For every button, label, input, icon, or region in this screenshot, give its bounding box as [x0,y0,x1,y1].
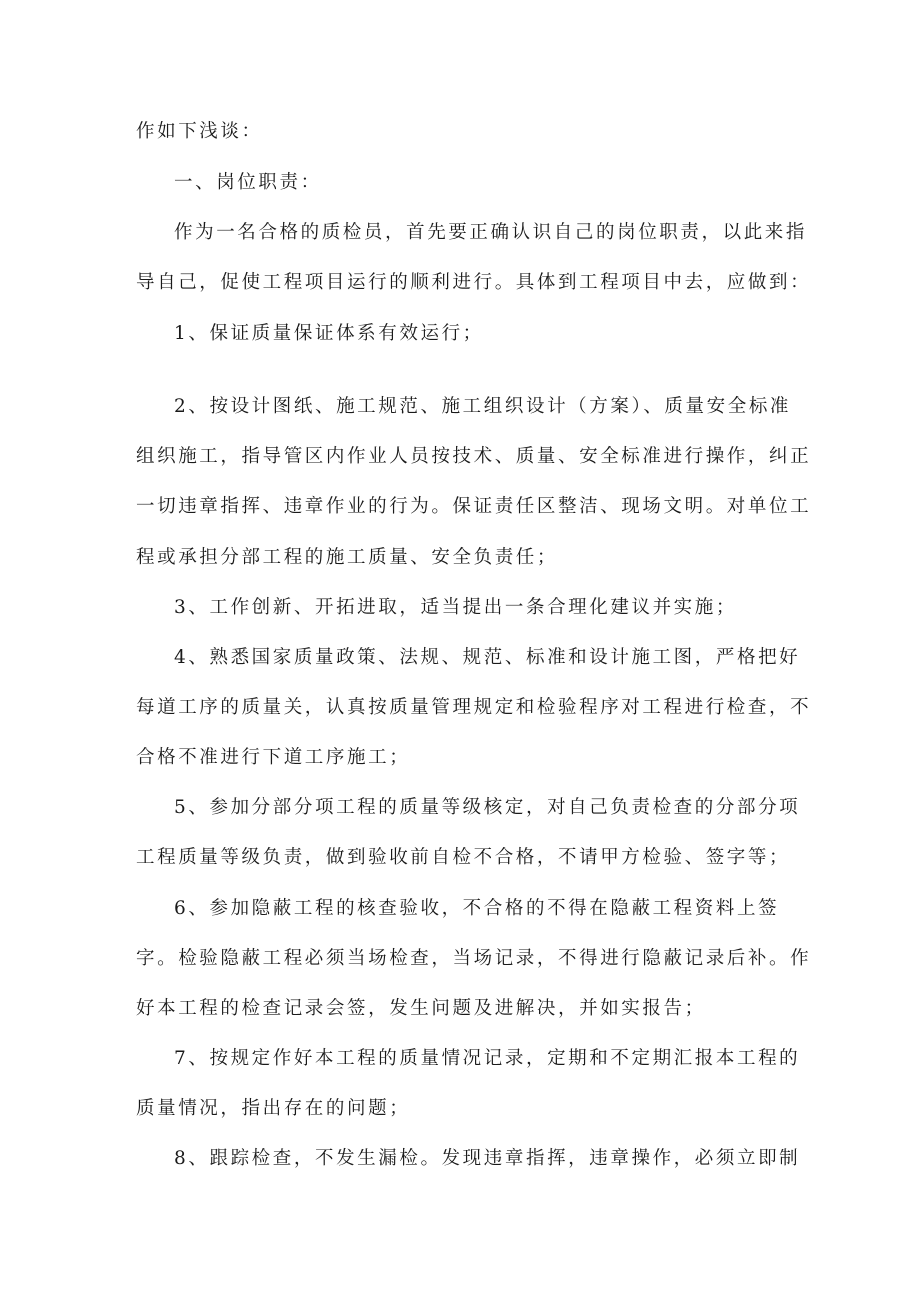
item-2-line-2: 组织施工，指导管区内作业人员按技术、质量、安全标准进行操作，纠正 [136,446,812,467]
item-1-line-1: 1、保证质量保证体系有效运行； [174,323,484,344]
item-3-line-1: 3、工作创新、开拓进取，适当提出一条合理化建议并实施； [174,597,737,618]
item-7-line-2: 质量情况，指出存在的问题； [136,1098,411,1119]
paragraph-intro-line-2: 导自己，促使工程项目运行的顺利进行。具体到工程项目中去，应做到： [136,272,812,293]
item-6-line-1: 6、参加隐蔽工程的核查验收，不合格的不得在隐蔽工程资料上签 [174,898,780,919]
item-5-line-2: 工程质量等级负责，做到验收前自检不合格，不请甲方检验、签字等； [136,847,791,868]
item-7-line-1: 7、按规定作好本工程的质量情况记录，定期和不定期汇报本工程的 [174,1048,801,1069]
section-heading-duties: 一、岗位职责： [174,172,322,193]
item-4-line-3: 合格不准进行下道工序施工； [136,747,411,768]
item-8-line-1: 8、跟踪检查，不发生漏检。发现违章指挥，违章操作，必须立即制 [174,1148,801,1169]
paragraph-intro-line-1: 作为一名合格的质检员，首先要正确认识自己的岗位职责，以此来指 [174,222,808,243]
item-6-line-3: 好本工程的检查记录会签，发生问题及进解决，并如实报告； [136,998,706,1019]
item-6-line-2: 字。检验隐蔽工程必须当场检查，当场记录，不得进行隐蔽记录后补。作 [136,948,812,969]
item-4-line-1: 4、熟悉国家质量政策、法规、规范、标准和设计施工图，严格把好 [174,647,801,668]
item-2-line-1: 2、按设计图纸、施工规范、施工组织设计（方案）、质量安全标准 [174,396,792,417]
item-2-line-4: 程或承担分部工程的施工质量、安全负责任； [136,547,559,568]
item-2-line-3: 一切违章指挥、违章作业的行为。保证责任区整洁、现场文明。对单位工 [136,496,812,517]
text-line-1: 作如下浅谈： [136,121,263,142]
item-4-line-2: 每道工序的质量关，认真按质量管理规定和检验程序对工程进行检查，不 [136,697,812,718]
item-5-line-1: 5、参加分部分项工程的质量等级核定，对自己负责检查的分部分项 [174,797,801,818]
